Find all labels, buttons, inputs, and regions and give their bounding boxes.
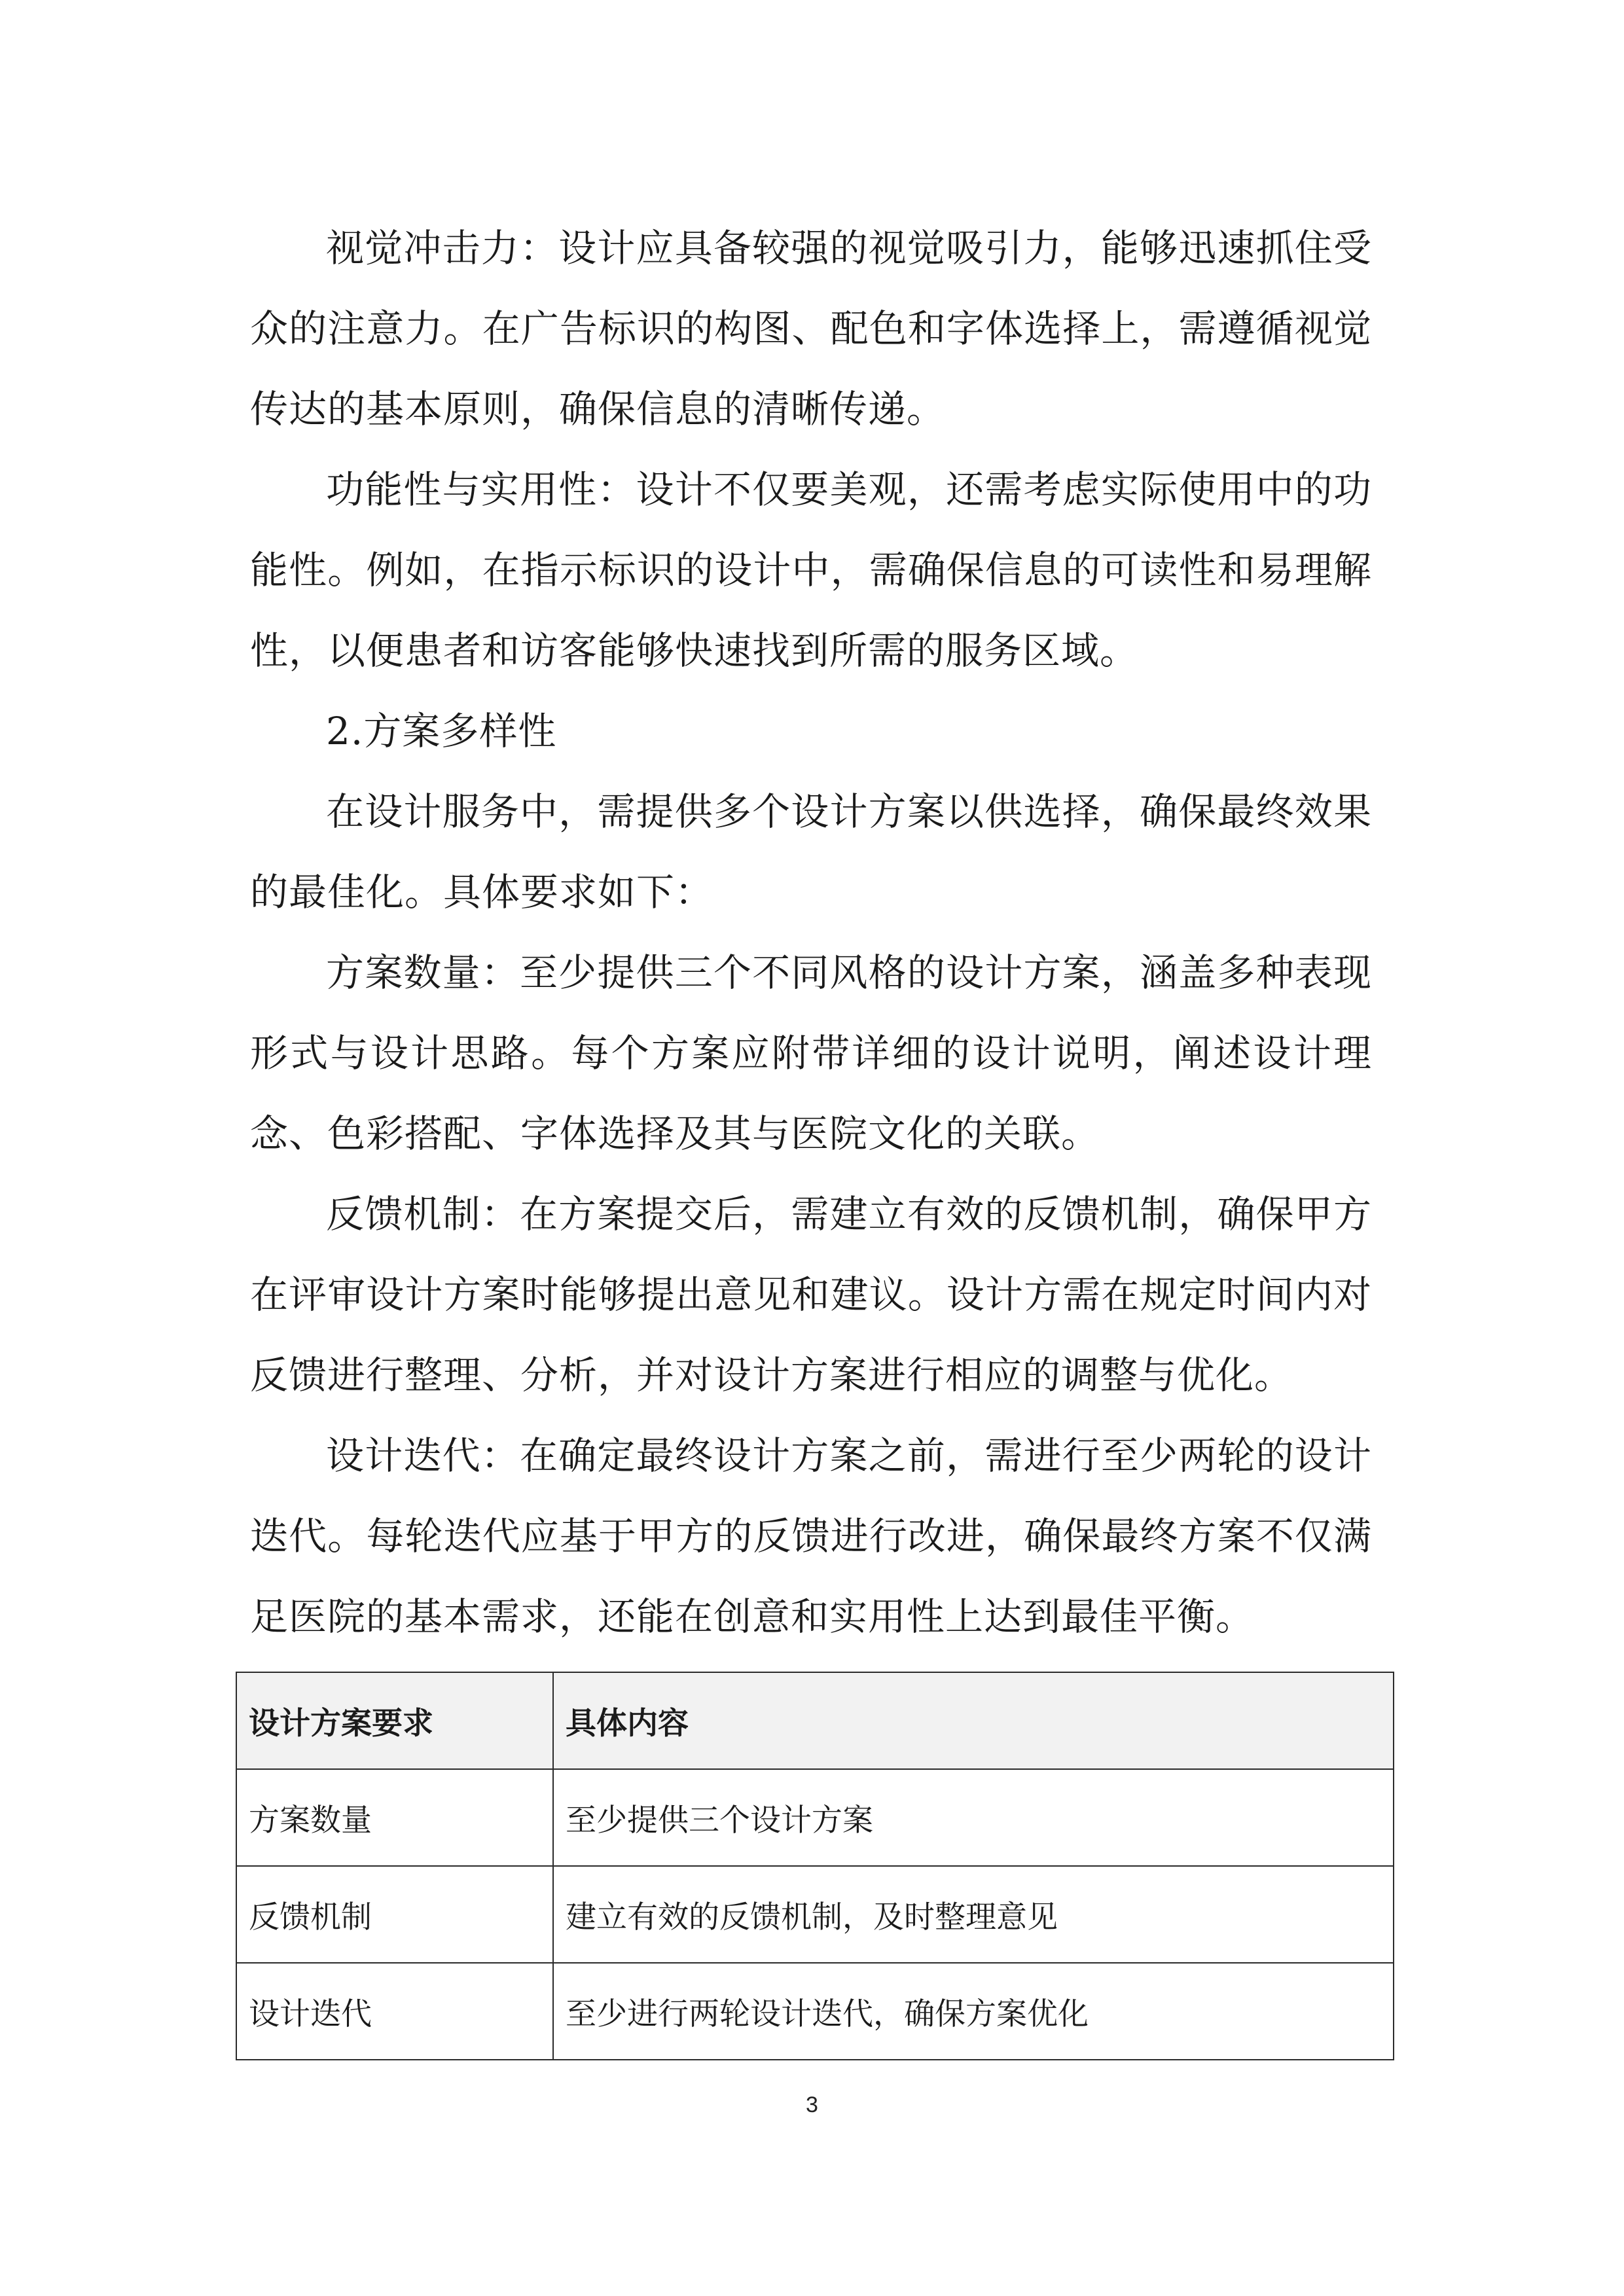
page-number: 3 xyxy=(806,2092,818,2117)
table-row xyxy=(236,1963,1394,2060)
paragraph-feedback-mechanism: 反馈机制：在方案提交后，需建立有效的反馈机制，确保甲方在评审设计方案时能够提出意见和建议。设计方需在规定时间内对反馈进行整理、分析，并对设计方案进行相应的调整与优化。 xyxy=(250,1192,1372,1397)
table-cell-content: 至少提供三个设计方案 xyxy=(553,1769,1394,1866)
table-row xyxy=(236,1769,1394,1866)
paragraph-visual-impact: 视觉冲击力：设计应具备较强的视觉吸引力，能够迅速抓住受众的注意力。在广告标识的构图、配色和字体选择上，需遵循视觉传达的基本原则，确保信息的清晰传递。 xyxy=(250,226,1372,431)
table-cell-requirement: 反馈机制 xyxy=(236,1866,553,1963)
requirements-table xyxy=(236,1672,1394,2060)
table-cell-requirement: 设计迭代 xyxy=(236,1963,553,2060)
table-cell-content: 建立有效的反馈机制，及时整理意见 xyxy=(553,1866,1394,1963)
table-cell-content: 至少进行两轮设计迭代，确保方案优化 xyxy=(553,1963,1394,2060)
table-cell-requirement: 方案数量 xyxy=(236,1769,553,1866)
paragraph-design-service-intro: 在设计服务中，需提供多个设计方案以供选择，确保最终效果的最佳化。具体要求如下： xyxy=(250,789,1372,914)
paragraph-scheme-quantity: 方案数量：至少提供三个不同风格的设计方案，涵盖多种表现形式与设计思路。每个方案应附带详细的设计说明，阐述设计理念、色彩搭配、字体选择及其与医院文化的关联。 xyxy=(250,950,1372,1156)
paragraph-design-iteration: 设计迭代：在确定最终设计方案之前，需进行至少两轮的设计迭代。每轮迭代应基于甲方的反馈进行改进，确保最终方案不仅满足医院的基本需求，还能在创意和实用性上达到最佳平衡。 xyxy=(250,1433,1372,1639)
paragraph-functionality: 功能性与实用性：设计不仅要美观，还需考虑实际使用中的功能性。例如，在指示标识的设计中，需确保信息的可读性和易理解性，以便患者和访客能够快速找到所需的服务区域。 xyxy=(250,467,1372,673)
section-heading-scheme-diversity: 2.方案多样性 xyxy=(326,709,557,753)
table-header-content: 具体内容 xyxy=(553,1672,1394,1769)
body-text xyxy=(250,208,1372,1657)
table-header-requirement: 设计方案要求 xyxy=(236,1672,553,1769)
table-row xyxy=(236,1866,1394,1963)
table-header-row xyxy=(236,1672,1394,1769)
